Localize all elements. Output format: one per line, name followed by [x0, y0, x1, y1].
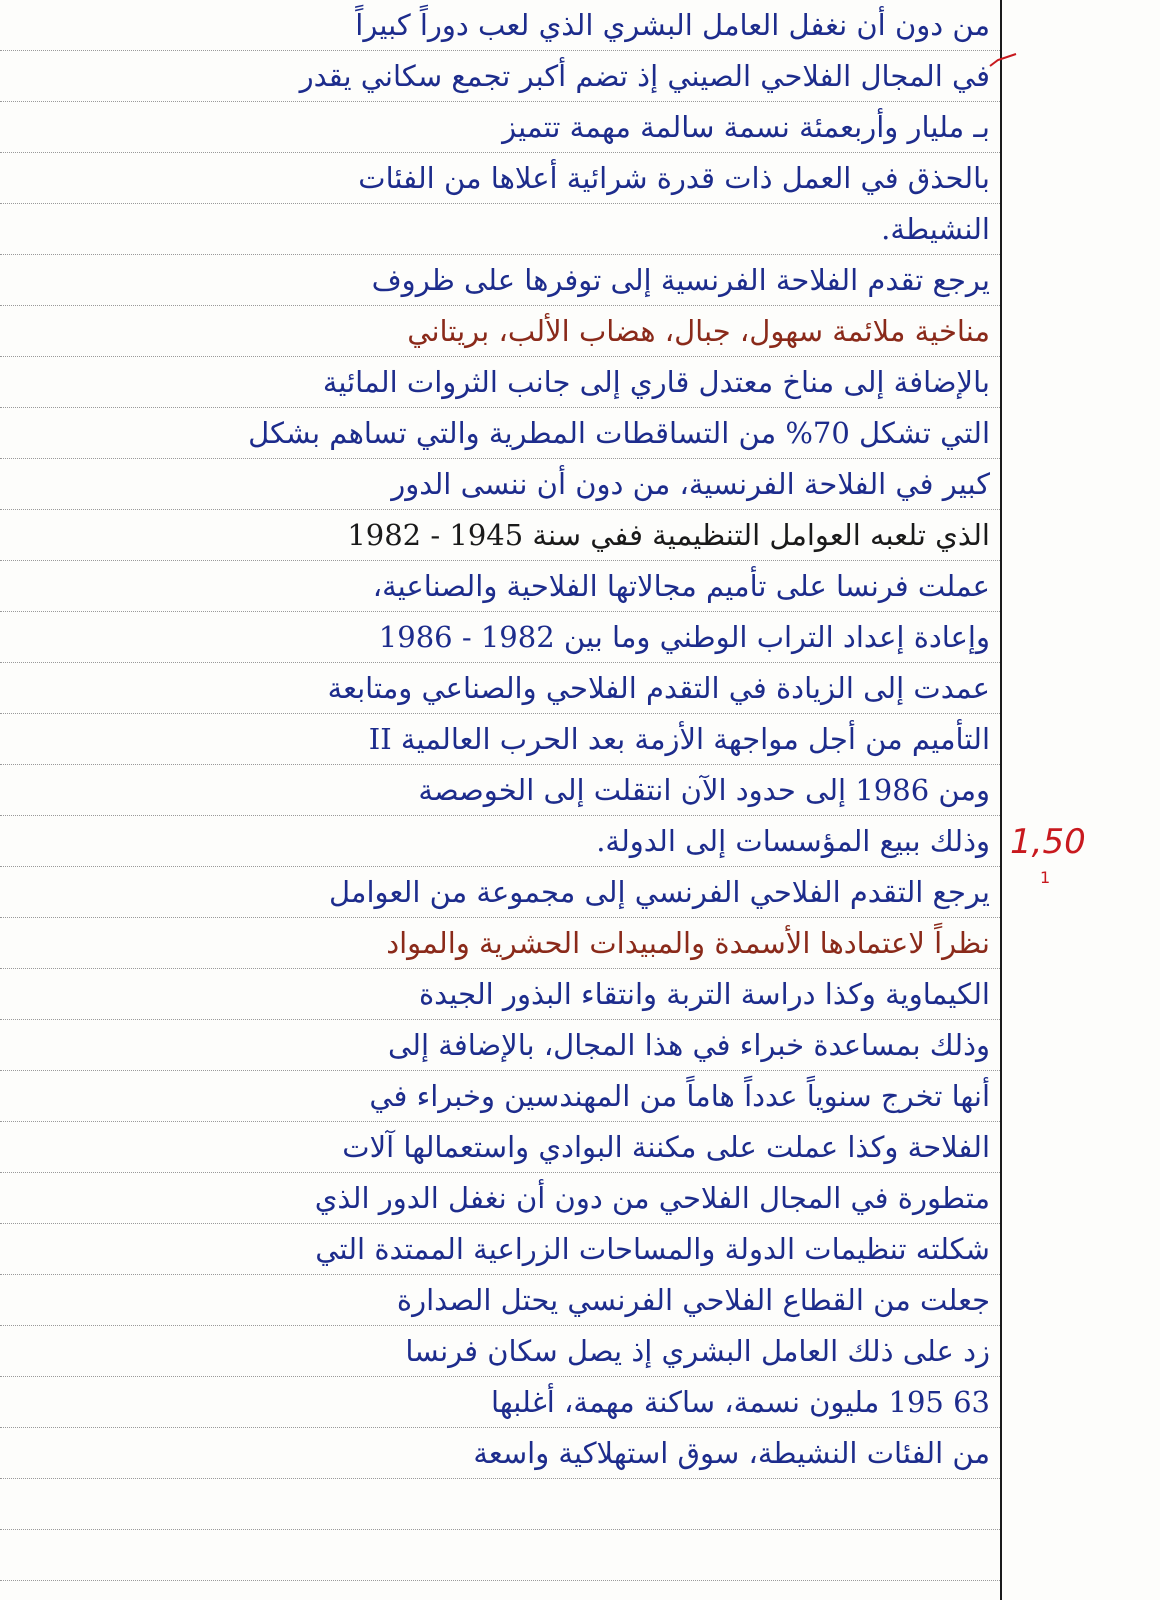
- text-line: يرجع تقدم الفلاحة الفرنسية إلى توفرها على ظروف: [371, 263, 990, 297]
- text-line: جعلت من القطاع الفلاحي الفرنسي يحتل الصدارة: [396, 1283, 990, 1317]
- text-line: أنها تخرج سنوياً عدداً هاماً من المهندسين وخبراء في: [369, 1079, 990, 1113]
- text-line: عمدت إلى الزيادة في التقدم الفلاحي والصناعي ومتابعة: [327, 671, 990, 705]
- text-line: بالإضافة إلى مناخ معتدل قاري إلى جانب الثروات المائية: [322, 365, 990, 399]
- check-mark-icon: [988, 52, 1018, 72]
- text-line: الذي تلعبه العوامل التنظيمية ففي سنة 1945 - 1982: [347, 518, 990, 552]
- text-line: بـ مليار وأربعمئة نسمة سالمة مهمة تتميز: [502, 110, 990, 144]
- margin-line: [1000, 0, 1002, 1600]
- text-line: عملت فرنسا على تأميم مجالاتها الفلاحية والصناعية،: [372, 569, 990, 603]
- text-line: شكلته تنظيمات الدولة والمساحات الزراعية الممتدة التي: [315, 1232, 990, 1266]
- text-line: من الفئات النشيطة، سوق استهلاكية واسعة: [473, 1436, 990, 1470]
- text-line: الفلاحة وكذا عملت على مكننة البوادي واستعمالها آلات: [342, 1130, 990, 1164]
- text-line: النشيطة.: [881, 212, 990, 246]
- text-line: وإعادة إعداد التراب الوطني وما بين 1982 - 1986: [378, 620, 990, 654]
- grade-mark: 1,50: [1010, 822, 1086, 862]
- ruled-line: [0, 1580, 1000, 1581]
- text-line: التي تشكل 70% من التساقطات المطرية والتي تساهم بشكل: [248, 416, 990, 450]
- text-line: يرجع التقدم الفلاحي الفرنسي إلى مجموعة من العوامل: [328, 875, 990, 909]
- handwritten-text: [18, 0, 990, 1479]
- text-line: 63 195 مليون نسمة، ساكنة مهمة، أغلبها: [491, 1385, 990, 1419]
- text-line: الكيماوية وكذا دراسة التربة وانتقاء البذور الجيدة: [418, 977, 990, 1011]
- text-line: بالحذق في العمل ذات قدرة شرائية أعلاها من الفئات: [358, 161, 990, 195]
- text-line: نظراً لاعتمادها الأسمدة والمبيدات الحشرية والمواد: [386, 926, 990, 960]
- text-line: وذلك بمساعدة خبراء في هذا المجال، بالإضافة إلى: [388, 1028, 990, 1062]
- text-line: مناخية ملائمة سهول، جبال، هضاب الألب، بريتاني: [407, 314, 990, 348]
- text-line: كبير في الفلاحة الفرنسية، من دون أن ننسى الدور: [391, 467, 990, 501]
- text-line: في المجال الفلاحي الصيني إذ تضم أكبر تجمع سكاني يقدر: [299, 59, 990, 93]
- text-line: وذلك ببيع المؤسسات إلى الدولة.: [596, 824, 990, 858]
- text-line: زد على ذلك العامل البشري إذ يصل سكان فرنسا: [405, 1334, 990, 1368]
- text-line: متطورة في المجال الفلاحي من دون أن نغفل الدور الذي: [314, 1181, 990, 1215]
- text-line: ومن 1986 إلى حدود الآن انتقلت إلى الخوصصة: [418, 773, 990, 807]
- text-line: التأميم من أجل مواجهة الأزمة بعد الحرب العالمية II: [368, 722, 990, 756]
- ruled-line: [0, 1529, 1000, 1530]
- grade-sub-mark: 1: [1040, 868, 1051, 887]
- text-line: من دون أن نغفل العامل البشري الذي لعب دوراً كبيراً: [355, 8, 990, 42]
